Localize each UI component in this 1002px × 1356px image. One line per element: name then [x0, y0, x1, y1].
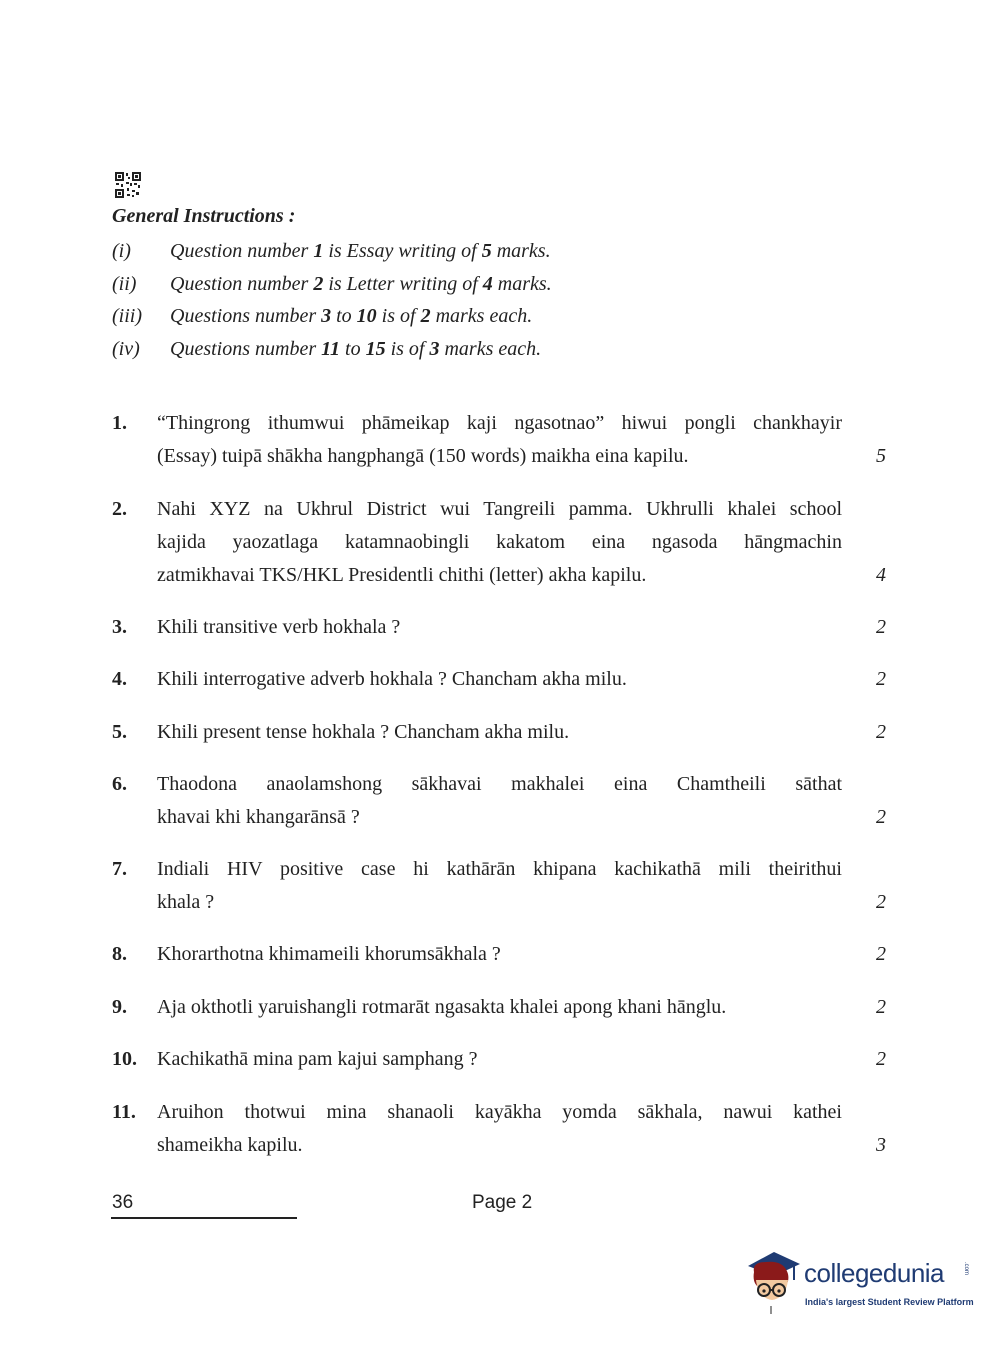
- question-number: 5.: [112, 721, 127, 743]
- instruction-number: (iii): [112, 305, 142, 327]
- question-item: [112, 1096, 890, 1162]
- question-item: [112, 853, 890, 919]
- question-item: [112, 991, 890, 1024]
- question-marks: 2: [876, 806, 886, 828]
- logo-domain: .com: [963, 1262, 969, 1276]
- question-text: Nahi XYZ na Ukhrul District wui Tangreili pamma. Ukhrulli khalei school kajida yaozatlaga katamnaobingli kakatom eina ngasoda hāngmachin zatmikhavai TKS/HKL Presidentli chithi (letter) akha kapilu.: [157, 498, 842, 586]
- question-text: “Thingrong ithumwui phāmeikap kaji ngasotnao” hiwui pongli chankhayir (Essay) tuipā shākha hangphangā (150 words) maikha eina kapilu.: [157, 412, 842, 467]
- question-marks: 4: [876, 564, 886, 586]
- question-text: Aruihon thotwui mina shanaoli kayākha yomda sākhala, nawui kathei shameikha kapilu.: [157, 1101, 842, 1156]
- question-marks: 2: [876, 996, 886, 1018]
- question-number: 9.: [112, 996, 127, 1018]
- instruction-text: Question number 1 is Essay writing of 5 marks.: [170, 240, 551, 262]
- instruction-number: (ii): [112, 273, 137, 295]
- instruction-text: Questions number 11 to 15 is of 3 marks each.: [170, 338, 542, 360]
- question-marks: 5: [876, 445, 886, 467]
- question-number: 6.: [112, 773, 127, 795]
- logo-name: collegedunia: [804, 1258, 945, 1288]
- page-number: Page 2: [472, 1192, 533, 1213]
- question-item: [112, 663, 890, 696]
- question-item: [112, 768, 890, 834]
- question-text: Khili interrogative adverb hokhala ? Chancham akha milu.: [157, 668, 627, 690]
- question-number: 3.: [112, 616, 127, 638]
- question-text: Indiali HIV positive case hi kathārān khipana kachikathā mili theirithui khala ?: [157, 858, 842, 913]
- question-marks: 2: [876, 1048, 886, 1070]
- instruction-number: (i): [112, 240, 131, 262]
- question-number: 10.: [112, 1048, 137, 1070]
- question-number: 4.: [112, 668, 127, 690]
- instruction-number: (iv): [112, 338, 140, 360]
- question-text: Khili present tense hokhala ? Chancham akha milu.: [157, 721, 570, 743]
- instruction-text: Questions number 3 to 10 is of 2 marks each.: [170, 305, 533, 327]
- question-number: 7.: [112, 858, 127, 880]
- question-number: 8.: [112, 943, 127, 965]
- question-marks: 2: [876, 616, 886, 638]
- question-item: [112, 1043, 890, 1076]
- question-text: Khili transitive verb hokhala ?: [157, 616, 401, 638]
- question-item: [112, 493, 890, 592]
- question-marks: 2: [876, 943, 886, 965]
- question-item: [112, 407, 890, 473]
- question-item: [112, 938, 890, 971]
- logo-tagline: India's largest Student Review Platform: [805, 1297, 974, 1307]
- question-marks: 2: [876, 721, 886, 743]
- paper-code: 36: [112, 1192, 134, 1213]
- question-marks: 2: [876, 668, 886, 690]
- question-marks: 2: [876, 891, 886, 913]
- question-text: Thaodona anaolamshong sākhavai makhalei eina Chamtheili sāthat khavai khi khangarānsā ?: [157, 773, 842, 828]
- question-number: 1.: [112, 412, 127, 434]
- question-number: 2.: [112, 498, 127, 520]
- question-text: Kachikathā mina pam kajui samphang ?: [157, 1048, 478, 1070]
- question-text: Khorarthotna khimameili khorumsākhala ?: [157, 943, 501, 965]
- question-marks: 3: [876, 1134, 886, 1156]
- general-instructions-title: General Instructions :: [112, 205, 296, 227]
- collegedunia-logo: [744, 1250, 974, 1316]
- instruction-text: Question number 2 is Letter writing of 4 marks.: [170, 273, 552, 295]
- qr-code-icon: [115, 172, 141, 198]
- question-text: Aja okthotli yaruishangli rotmarāt ngasakta khalei apong khani hānglu.: [157, 996, 727, 1018]
- question-item: [112, 716, 890, 749]
- question-item: [112, 611, 890, 644]
- question-number: 11.: [112, 1101, 136, 1123]
- footer-divider: [111, 1217, 297, 1219]
- mascot-icon: [744, 1250, 802, 1316]
